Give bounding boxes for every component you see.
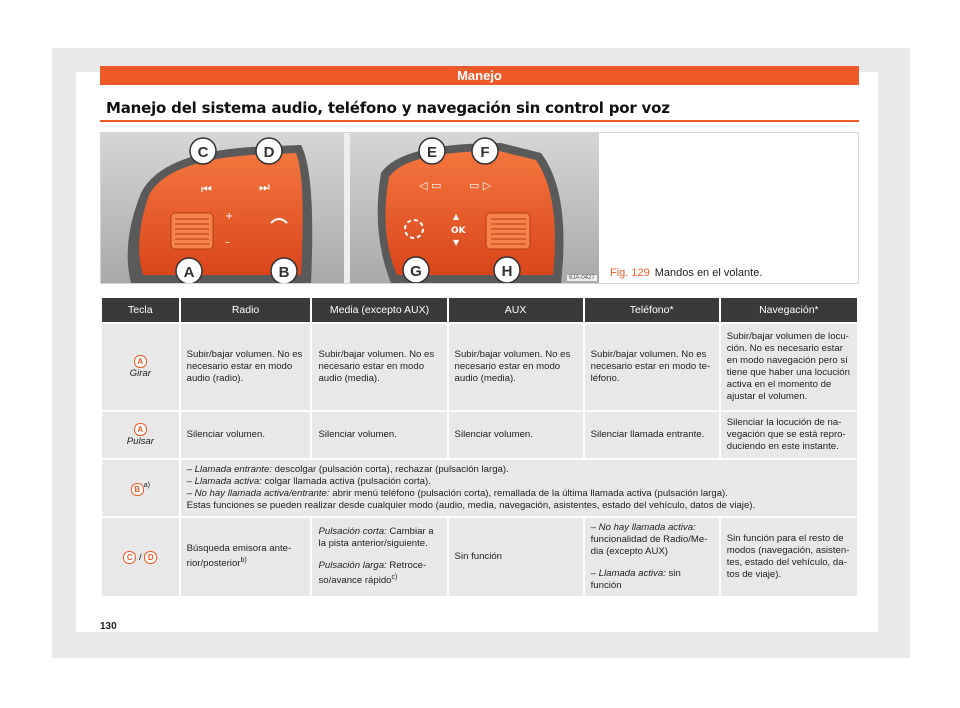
callout-b: B (278, 264, 290, 281)
table-cell (585, 518, 719, 596)
table-cell (181, 518, 311, 596)
key-badge: C (123, 551, 136, 564)
footnote-mark: c) (391, 574, 398, 582)
svg-text:◁ ▭: ◁ ▭ (419, 179, 442, 192)
key-cell (102, 412, 179, 458)
table-cell: Subir/bajar volumen. No es necesario estar en modo audio (radio). (181, 324, 311, 410)
controls-table (100, 296, 859, 598)
figure-number: Fig. 129 (610, 267, 650, 279)
column-header: Navegación* (721, 298, 857, 322)
key-badge: A (134, 355, 147, 368)
call-line (187, 476, 851, 488)
table-row (102, 518, 857, 596)
callout-a: A (183, 264, 195, 281)
page-number: 130 (100, 621, 117, 632)
key-label: Pulsar (126, 435, 154, 447)
cell-line-text: Cambiar a la pista anterior/siguiente. (318, 526, 434, 550)
callout-d: D (263, 144, 275, 161)
svg-text:▲: ▲ (453, 212, 460, 221)
steering-wheel-controls-image (101, 133, 599, 283)
key-cell (102, 518, 179, 596)
key-badge: B (131, 483, 144, 496)
table-cell: Sin función (449, 518, 583, 596)
image-code: 6JA-0427 (566, 274, 598, 282)
svg-text:⏭: ⏭ (259, 180, 270, 194)
ok-button-label: OK (451, 226, 466, 236)
call-line (187, 488, 851, 500)
figure-caption (610, 267, 762, 279)
page-title: Manejo del sistema audio, teléfono y navegación sin control por voz (106, 99, 670, 117)
table-header-row (102, 298, 857, 322)
table-cell: Subir/bajar volumen de locución. No es necesario estar en modo navegación pero sí tiene que haber una locución activa en el momento de ajustar el volumen. (721, 324, 857, 410)
cell-text: Búsqueda emisora anterior/posterior (186, 543, 292, 570)
column-header: Radio (181, 298, 311, 322)
cell-line (591, 568, 713, 592)
table-cell: Silenciar llamada entrante. (585, 412, 719, 458)
cell-line-text: sin función (590, 568, 681, 591)
call-note: Estas funciones se pueden realizar desde cualquier modo (audio, media, navegación, asistentes, estado del vehículo, datos de viaje). (186, 500, 756, 511)
table-row (102, 324, 857, 410)
call-line-label: – No hay llamada activa/entrante: (186, 488, 330, 499)
table-cell: Subir/bajar volumen. No es necesario estar en modo audio (media). (312, 324, 446, 410)
call-line-label: – Llamada activa: (186, 476, 262, 487)
table-cell: Sin función para el resto de modos (navegación, asistentes, estado del vehículo, datos de viaje). (721, 518, 857, 596)
callout-c: C (197, 144, 209, 161)
key-cell (102, 460, 179, 516)
key-label: Girar (129, 367, 151, 379)
cell-line-label: – Llamada activa: (590, 568, 666, 579)
table-cell: Subir/bajar volumen. No es necesario estar en modo teléfono. (585, 324, 719, 410)
footnote-mark: a) (143, 482, 150, 490)
svg-text:▼: ▼ (453, 238, 460, 247)
cell-line (591, 522, 713, 558)
column-header: Media (excepto AUX) (312, 298, 446, 322)
callout-h: H (501, 263, 513, 280)
table-cell: Silenciar la locución de navegación que se está reproduciendo en este instante. (721, 412, 857, 458)
svg-text:+: + (225, 211, 234, 222)
column-header: Teléfono* (585, 298, 719, 322)
cell-line (318, 560, 440, 587)
call-line-text: descolgar (pulsación corta), rechazar (pulsación larga). (271, 464, 509, 475)
cell-line-label: – No hay llamada activa: (590, 522, 696, 533)
callout-g: G (410, 263, 422, 280)
svg-text:▭ ▷: ▭ ▷ (469, 179, 492, 192)
table-cell: Silenciar volumen. (312, 412, 446, 458)
key-cell (102, 324, 179, 410)
call-line-label: – Llamada entrante: (186, 464, 272, 475)
callout-e: E (426, 144, 438, 161)
cell-line-text: funcionalidad de Radio/Media (excepto AUX) (590, 534, 708, 557)
cell-line-label: Pulsación larga: (318, 560, 387, 572)
table-cell: Silenciar volumen. (449, 412, 583, 458)
table-cell: Subir/bajar volumen. No es necesario estar en modo audio (media). (449, 324, 583, 410)
callout-f: F (480, 144, 490, 161)
cell-line (318, 526, 440, 550)
title-divider (100, 120, 859, 122)
figure-caption-text: Mandos en el volante. (654, 267, 763, 279)
svg-text:–: – (225, 237, 230, 248)
table-cell: Silenciar volumen. (181, 412, 311, 458)
table-cell-wide (181, 460, 857, 516)
cell-line-label: Pulsación corta: (318, 526, 387, 538)
key-separator: / (136, 551, 145, 563)
call-line-text: colgar llamada activa (pulsación corta). (261, 476, 431, 487)
section-header: Manejo (100, 66, 859, 85)
table-row (102, 412, 857, 458)
cell-line-text: Retroceso/avance rápido (318, 560, 427, 587)
key-badge: A (134, 423, 147, 436)
svg-text:⏮: ⏮ (201, 182, 212, 196)
column-header: Tecla (102, 298, 179, 322)
table-row (102, 460, 857, 516)
steering-wheel-illustration (101, 133, 599, 283)
key-badge: D (144, 551, 157, 564)
column-header: AUX (449, 298, 583, 322)
footnote-mark: b) (240, 557, 247, 565)
table-cell (312, 518, 446, 596)
call-line-text: abrir menú teléfono (pulsación corta), remallada de la última llamada activa (pulsación larga). (329, 488, 728, 499)
call-line (187, 464, 851, 476)
